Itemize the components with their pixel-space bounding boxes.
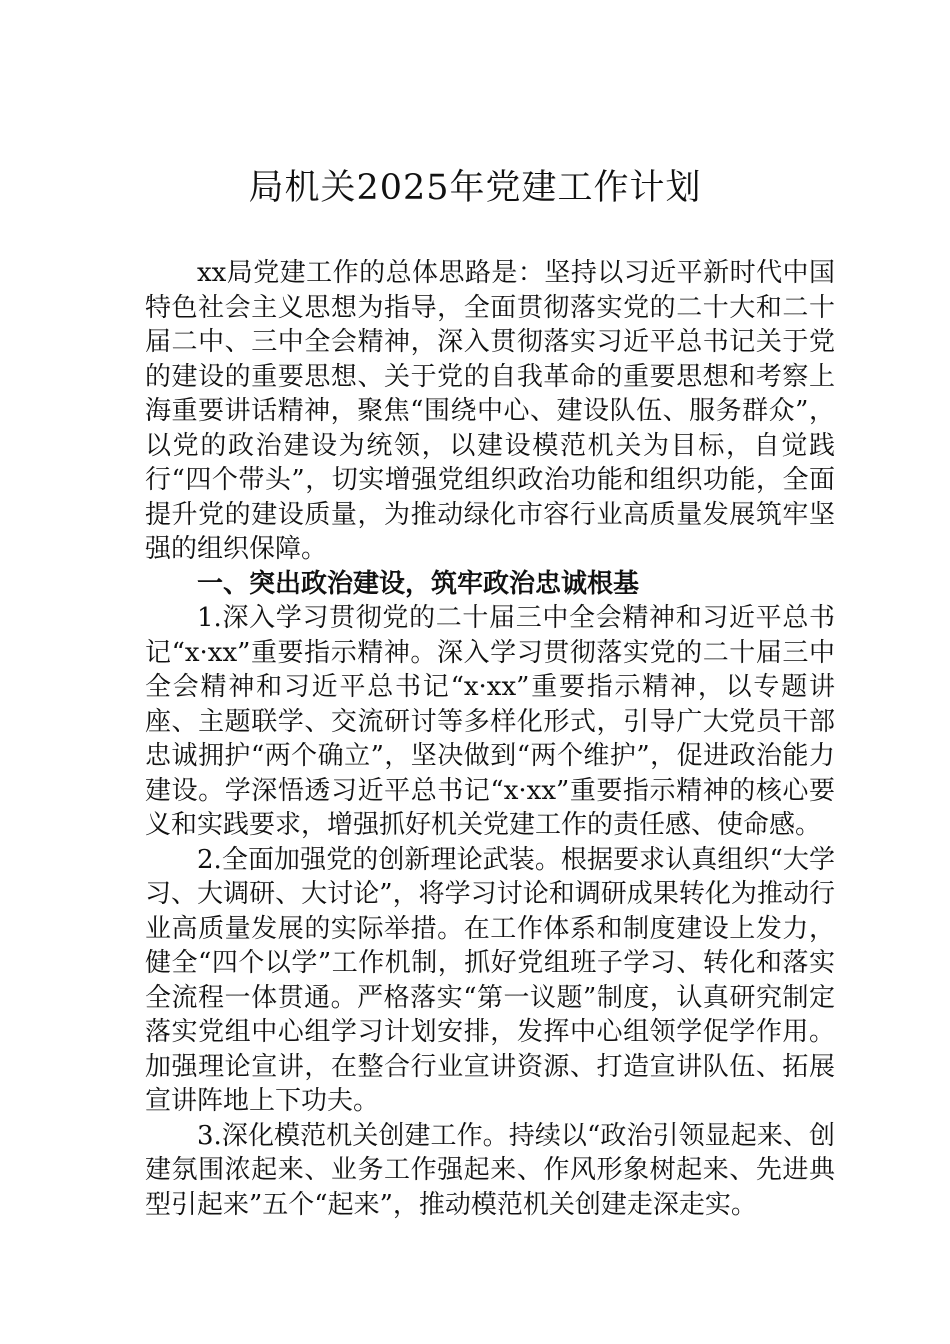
section-heading-1: 一、突出政治建设，筑牢政治忠诚根基 bbox=[197, 568, 640, 599]
item-paragraph-1: 1.深入学习贯彻党的二十届三中全会精神和习近平总书记“x·xx”重要指示精神。深入学习贯彻落实党的二十届三中全会精神和习近平总书记“x·xx”重要指示精神，以专题讲座、主题联学、交流研讨等多样化形式，引导广大党员干部忠诚拥护“两个确立”，坚决做到“两个维护”，促进政治能力建设。学深悟透习近平总书记“x·xx”重要指示精神的核心要义和实践要求，增强抓好机关党建工作的责任感、使命感。 bbox=[145, 603, 835, 840]
document-body bbox=[145, 256, 835, 1222]
item-paragraph-3: 3.深化模范机关创建工作。持续以“政治引领显起来、创建氛围浓起来、业务工作强起来、作风形象树起来、先进典型引起来”五个“起来”，推动模范机关创建走深走实。 bbox=[145, 1120, 835, 1220]
document-title: 局机关2025年党建工作计划 bbox=[248, 168, 702, 208]
item-paragraph-2: 2.全面加强党的创新理论武装。根据要求认真组织“大学习、大调研、大讨论”，将学习讨论和调研成果转化为推动行业高质量发展的实际举措。在工作体系和制度建设上发力，健全“四个以学”工作机制，抓好党组班子学习、转化和落实全流程一体贯通。严格落实“第一议题”制度，认真研究制定落实党组中心组学习计划安排，发挥中心组领学促学作用。加强理论宣讲，在整合行业宣讲资源、打造宣讲队伍、拓展宣讲阵地上下功夫。 bbox=[145, 844, 835, 1116]
intro-paragraph: xx局党建工作的总体思路是：坚持以习近平新时代中国特色社会主义思想为指导，全面贯彻落实党的二十大和二十届二中、三中全会精神，深入贯彻落实习近平总书记关于党的建设的重要思想、关于党的自我革命的重要思想和考察上海重要讲话精神，聚焦“围绕中心、建设队伍、服务群众”，以党的政治建设为统领，以建设模范机关为目标，自觉践行“四个带头”，切实增强党组织政治功能和组织功能，全面提升党的建设质量，为推动绿化市容行业高质量发展筑牢坚强的组织保障。 bbox=[145, 258, 835, 564]
